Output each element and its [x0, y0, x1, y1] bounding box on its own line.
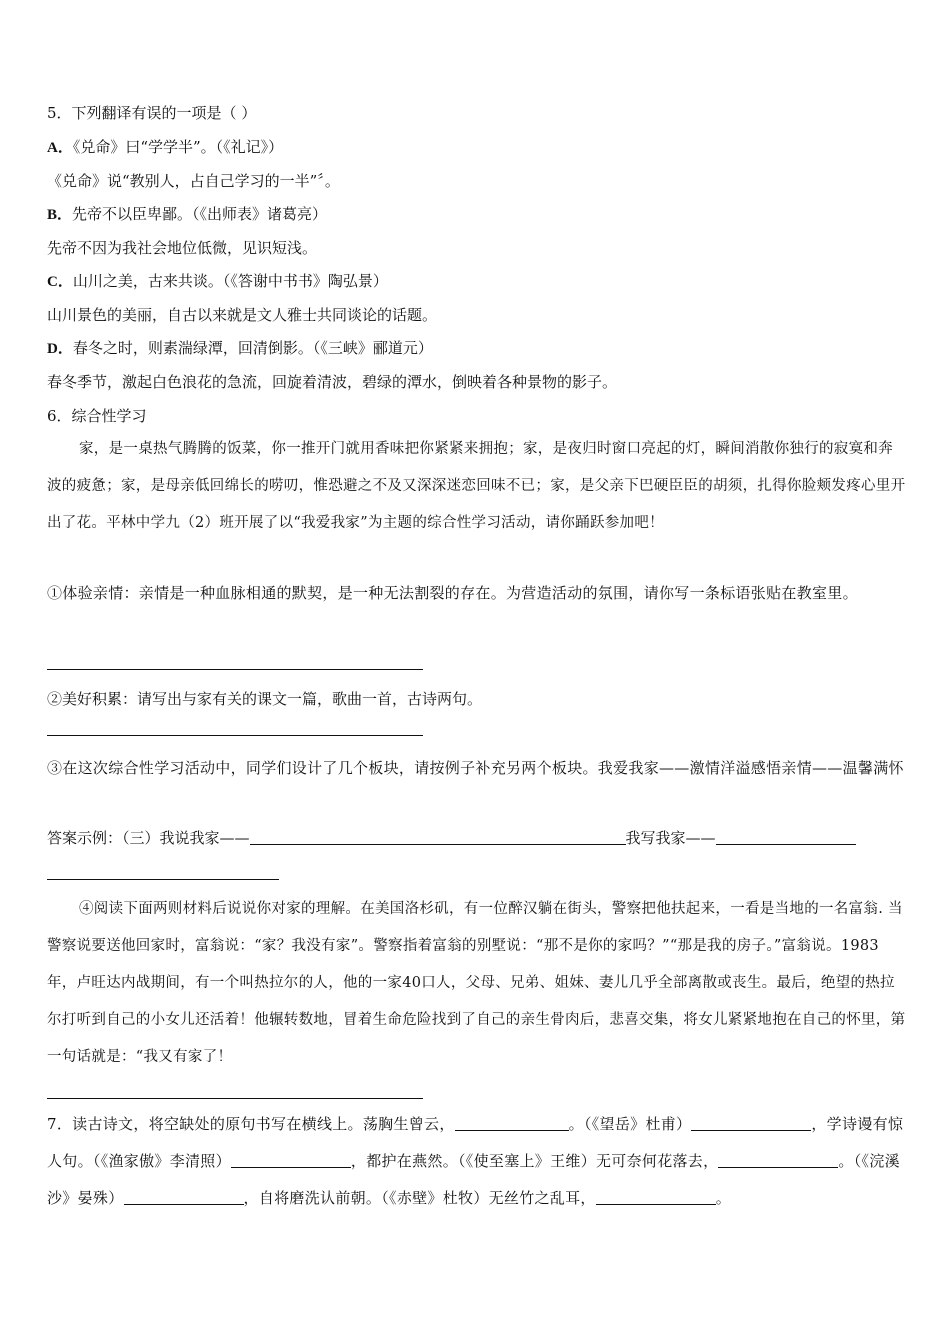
- answer-blank[interactable]: [691, 1114, 811, 1131]
- answer-blank[interactable]: [124, 1188, 244, 1205]
- q5-option-a: [47, 137, 283, 158]
- answer-example-label: 答案示例：（三）我说我家——: [47, 829, 250, 847]
- option-text: 先帝不以臣卑鄙。（《出师表》诸葛亮）: [72, 205, 328, 223]
- option-label: C．: [47, 274, 73, 290]
- answer-line[interactable]: [47, 735, 423, 736]
- option-text: 《兑命》曰“学学半”。（《礼记》）: [72, 138, 284, 156]
- answer-blank[interactable]: [250, 828, 626, 845]
- q6-item-2: ②美好积累：请写出与家有关的课文一篇，歌曲一首，古诗两句。: [47, 690, 483, 708]
- q7-text: ，学: [811, 1115, 842, 1133]
- q6-item-3: ③在这次综合性学习活动中，同学们设计了几个板块，请按例子补充另两个板块。我爱我家——激情洋溢感悟亲情——温馨满怀: [47, 759, 904, 777]
- q6-intro: [47, 431, 907, 542]
- q7-passage: [47, 1106, 907, 1217]
- q5-c-translation: 山川景色的美丽，自古以来就是文人雅士共同谈论的话题。: [47, 306, 438, 324]
- answer-line[interactable]: [47, 669, 423, 670]
- q5-option-b: [47, 204, 327, 225]
- option-label: B．: [47, 207, 73, 223]
- option-text: 春冬之时，则素湍绿潭，回清倒影。（《三峡》郦道元）: [72, 339, 433, 357]
- option-label: A．: [47, 140, 73, 156]
- q7-text: 。（《望岳》杜甫）: [568, 1115, 692, 1133]
- q5-b-translation: 先帝不因为我社会地位低微，见识短浅。: [47, 239, 318, 257]
- q7-text: 诗谩有惊人句。（《渔家傲》李清照）: [47, 1115, 904, 1170]
- q7-text: ，都护在燕然。（《使至塞上》王维）无可奈何花落去，: [350, 1152, 719, 1170]
- answer-blank[interactable]: [718, 1151, 784, 1168]
- option-label: D．: [47, 341, 73, 357]
- answer-blank[interactable]: [231, 1151, 351, 1168]
- answer-line[interactable]: [47, 879, 279, 880]
- q5-option-d: [47, 338, 433, 359]
- option-text: 山川之美，古来共谈。（《答谢中书书》陶弘景）: [72, 272, 388, 290]
- q7-text: 。: [715, 1189, 732, 1207]
- q6-intro-text: 家，是一桌热气腾腾的饭菜，你一推开门就用香味把你紧紧来拥抱；家，是夜归时窗口亮起的灯，瞬间消散你独行的寂寞和奔波的疲惫；家，是母亲低回绵长的唠叨，惟恐避之不及又深深迷恋回味不已；家，是父亲下巴硬臣臣的胡须，扎得你脸颊发疼心里开出了花。平林中学九（2）班开展了以“我爱我家”为主题的综合性学习活动，请你踊跃参加吧！: [47, 441, 906, 531]
- answer-blank[interactable]: [716, 828, 856, 845]
- answer-example-label: 我写我家——: [625, 829, 716, 847]
- q6-stem: 6．综合性学习: [47, 407, 147, 425]
- answer-line[interactable]: [47, 1098, 423, 1099]
- q5-a-translation: 《兑命》说“教别人，占自己学习的一半”〞。: [47, 172, 340, 190]
- q6-item-1: ①体验亲情：亲情是一种血脉相通的默契，是一种无法割裂的存在。为营造活动的氛围，请你写一条标语张贴在教室里。: [47, 584, 858, 602]
- q7-text: ，自将磨洗认前朝。（《赤壁》杜牧）无丝竹之乱耳，: [243, 1189, 596, 1207]
- q6-item-4-text: ④阅读下面两则材料后说说你对家的理解。在美国洛杉矶，有一位醉汉躺在街头，警察把他扶起来，一看是当地的一名富翁. 当警察说要送他回家时，富翁说：“家？我没有家”。警察指着富翁的别墅说：“那不是你的家吗？”“那是我的房子。”富翁说。1983年，卢旺达内战期间，有一个叫热拉尔的人，他的一家40口人，父母、兄弟、姐妹、妻儿几乎全部离散或丧生。最后，绝望的热拉尔打听到自己的小女儿还活着！他辗转数地，冒着生命危险找到了自己的亲生骨肉后，悲喜交集，将女儿紧紧地抱在自己的怀里，第一句话就是：“我又有家了！: [47, 901, 906, 1065]
- q5-option-c: [47, 271, 388, 292]
- q5-d-translation: 春冬季节，激起白色浪花的急流，回旋着清波，碧绿的潭水，倒映着各种景物的影子。: [47, 373, 618, 391]
- answer-blank[interactable]: [596, 1188, 716, 1205]
- q5-stem: 5．下列翻译有误的一项是（ ）: [47, 104, 257, 122]
- q7-text: 7．读古诗文，将空缺处的原句书写在横线上。荡胸生曾云，: [47, 1115, 455, 1133]
- q6-item-3-answer: [47, 828, 856, 848]
- answer-blank[interactable]: [455, 1114, 569, 1131]
- answer-blank[interactable]: [784, 1151, 838, 1168]
- q6-item-4: [47, 891, 907, 1076]
- q7-text: 。（《浣溪沙》晏殊）: [47, 1152, 900, 1207]
